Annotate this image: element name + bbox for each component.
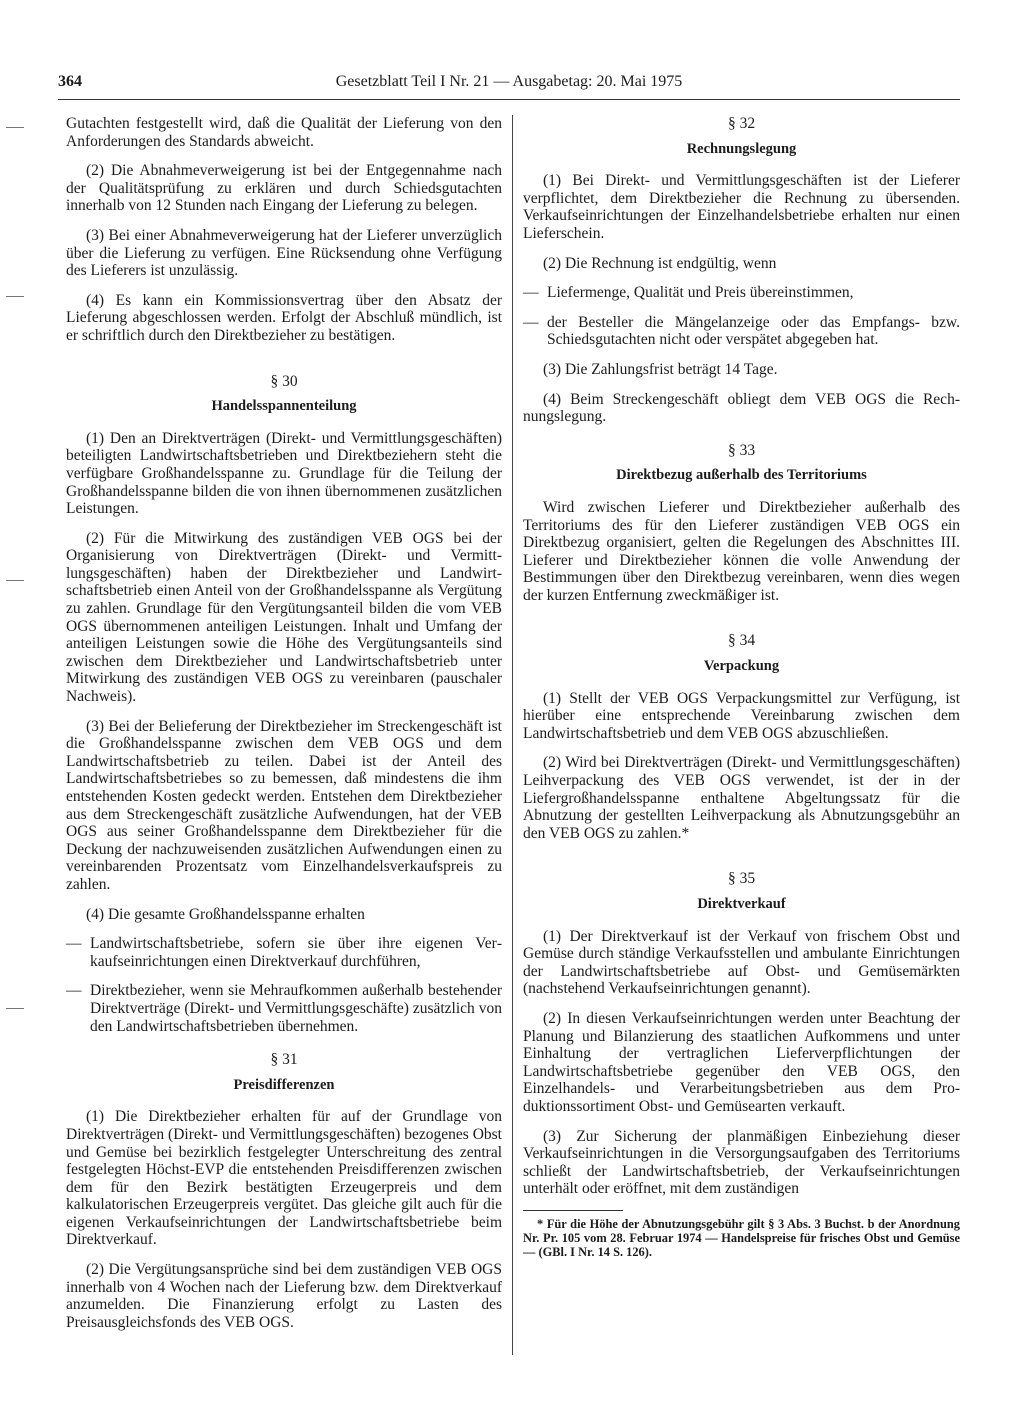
section-number-30: § 30 — [270, 372, 298, 390]
dash-symbol: — — [66, 935, 82, 953]
dash-symbol: — — [523, 313, 539, 331]
paragraph-34-1: (1) Stellt der VEB OGS Verpackungsmittel zur Verfügung, ist hierüber eine entsprechende Vereinbarung zwischen dem Landwirtschaftsbetrieb und dem VEB OGS abzuschließen. — [523, 689, 960, 742]
section-heading-33: Direktbezug außerhalb des Territoriums — [616, 467, 867, 484]
section-number-33: § 33 — [727, 441, 756, 459]
left-column — [66, 115, 502, 1343]
running-title: Gesetzblatt Teil I Nr. 21 — Ausgabetag: 20. Mai 1975 — [335, 73, 683, 90]
dash-item-text: der Besteller die Mängelanzeige oder das Empfangs- bzw. Schiedsgutachten nicht oder verspätet abgegeben hat. — [547, 313, 960, 349]
margin-mark — [6, 1008, 24, 1009]
section-heading-34: Verpackung — [703, 658, 780, 675]
section-heading-32: Rechnungslegung — [686, 140, 797, 157]
section-heading-31: Preisdifferenzen — [233, 1076, 335, 1093]
section-heading-35: Direktverkauf — [697, 896, 786, 912]
paragraph-35-3: (3) Zur Sicherung der planmäßigen Einbeziehung dieser Verkaufseinrichtungen in die Versorgungsaufgaben des Territoriums schließt der Landwirtschaftsbetrieb, der Verkaufseinrichtungen unterhält oder eröffnet, mit dem zuständigen — [523, 1127, 960, 1198]
paragraph-32-3: (3) Die Zahlungsfrist beträgt 14 Tage. — [543, 360, 778, 378]
page-number: 364 — [58, 73, 82, 90]
paragraph-30-2: (2) Für die Mitwirkung des zuständigen VEB OGS bei der Organisierung von Direktverträgen (Direkt- und Vermittlungsgeschäften) haben der Direktbezieher und Landwirtschaftsbetrieb einen Anteil von der Großhandelsspanne als Vergütung zu zahlen. Grundlage für den Vergütungsanteil bilden die vom VEB OGS übernommenen anteiligen Leistungen. Inhalt und Umfang der anteiligen Leistungen sowie die Höhe des Vergütungsanteils sind zwischen dem Direktbezieher und Landwirtschaftsbetrieb unter Mitwirkung des zuständigen VEB OGS zu vereinbaren (pauschaler Nachweis). — [66, 529, 502, 706]
paragraph-34-2: (2) Wird bei Direktverträgen (Direkt- und Vermittlungsgeschäften) Leihverpackung des VEB OGS verwendet, ist der in der Liefergroßhandelsspanne enthaltene Abgeltungssatz für die Abnutzung der gestellten Leihverpackung als Abnutzungsgebühr an den VEB OGS zu zahlen.* — [523, 754, 960, 842]
paragraph-30-4: (4) Die gesamte Großhandelsspanne erhalten — [86, 905, 365, 923]
section-number-34: § 34 — [727, 632, 756, 650]
margin-mark — [6, 580, 24, 581]
dash-item-text: Landwirtschaftsbetriebe, sofern sie über ihre eigenen Verkaufseinrichtungen einen Direktverkauf durchführen, — [90, 935, 502, 970]
page-header — [58, 73, 960, 100]
dash-list-item — [66, 982, 502, 1035]
dash-list-item — [523, 314, 960, 349]
paragraph-continued: Gutachten festgestellt wird, daß die Qualität der Lieferung von den Anforderungen des Standards abweicht. — [66, 115, 502, 150]
paragraph-29-3: (3) Bei einer Abnahmeverweigerung hat der Lieferer unverzüglich über die Lieferung zu verfügen. Eine Rücksendung ohne Verfügung des Lieferers ist unzulässig. — [66, 226, 502, 280]
margin-mark — [6, 296, 24, 297]
paragraph-33: Wird zwischen Lieferer und Direktbezieher außerhalb des Territoriums des für den Lieferer zuständigen VEB OGS ein Direktbezug organisiert, gelten die Regelungen des Abschnittes III. Lieferer und Direktbezieher können die volle Anwendung der Bestimmungen über den Direktbezug vereinbaren, wenn dies wegen der kurzen Entfernung zweckmäßiger ist. — [523, 498, 960, 604]
paragraph-31-2: (2) Die Vergütungsansprüche sind bei dem zuständigen VEB OGS innerhalb von 4 Wochen nach der Lieferung bzw. dem Direktverkauf anzumelden. Die Finanzierung erfolgt zu Lasten des Preisausgleichsfonds des VEB OGS. — [66, 1261, 502, 1331]
paragraph-31-1: (1) Die Direktbezieher erhalten für auf der Grundlage von Direktverträgen (Direkt- und Vermittlungsgeschäften) bezogenes Obst und Gemüse bei bezirklich festgelegter Unterschreitung des zentral festgelegten Höchst-EVP die entstehenden Preisdifferenzen zwischen dem für den Bezirk bestätigten Erzeugerpreis und dem kalkulatorischen Erzeugerpreis vergütet. Das gleiche gilt auch für die eigenen Verkaufseinrichtungen der Landwirtschaftsbetriebe beim Direktverkauf. — [66, 1108, 502, 1249]
paragraph-35-2: (2) In diesen Verkaufseinrichtungen werden unter Beachtung der Planung und Bilanzierung des staatlichen Aufkommens und unter Einhaltung der vertraglichen Lieferverpflichtungen der Landwirtschaftsbetriebe gegenüber den VEB OGS, den Einzelhandels- und Verarbeitungsbetrieben aus dem Produktionssortiment Obst- und Gemüsearten verkauft. — [523, 1009, 960, 1115]
margin-mark — [6, 127, 24, 128]
paragraph-30-1: (1) Den an Direktverträgen (Direkt- und Vermittlungsgeschäften) beteiligten Landwirtschaftsbetrieben und Direktbeziehern steht die verfügbare Großhandelsspanne zu. Grundlage für die Teilung der Großhandelsspanne bilden die von ihnen übernommenen zusätzlichen Leistungen. — [66, 429, 502, 518]
dash-symbol: — — [66, 982, 82, 1000]
footnote-rule — [523, 1210, 623, 1211]
section-heading-30: Handelsspannenteilung — [211, 398, 357, 415]
paragraph-32-2: (2) Die Rechnung ist endgültig, wenn — [543, 254, 777, 272]
paragraph-32-4: (4) Beim Streckengeschäft obliegt dem VEB OGS die Rechnungslegung. — [523, 390, 960, 426]
section-number-31: § 31 — [270, 1051, 298, 1069]
dash-symbol: — — [523, 284, 539, 302]
section-number-32: § 32 — [727, 115, 756, 132]
dash-item-text: Liefermenge, Qualität und Preis übereinstimmen, — [547, 284, 854, 302]
dash-list-item — [523, 284, 960, 302]
paragraph-35-1: (1) Der Direktverkauf ist der Verkauf von frischem Obst und Gemüse durch ständige Verkaufsstellen und ambulante Einrichtungen der Landwirtschaftsbetriebe auf Obst- und Gemüsemärkten (nachstehend Verkaufseinrichtungen genannt). — [523, 927, 960, 998]
section-number-35: § 35 — [727, 870, 756, 888]
dash-item-text: Direktbezieher, wenn sie Mehraufkommen außerhalb bestehender Direktverträge (Direkt- und Vermittlungsgeschäfte) zusätzlich von den Landwirtschaftsbetrieben übernehmen. — [90, 982, 502, 1035]
paragraph-30-3: (3) Bei der Belieferung der Direktbezieher im Streckengeschäft ist die Großhandelsspanne zwischen dem VEB OGS und dem Landwirtschaftsbetrieb zu teilen. Dabei ist der Anteil des Landwirtschaftsbetriebes so zu bemessen, daß mindestens die ihm entstehenden Kosten gedeckt werden. Entstehen dem Direktbezieher aus dem Streckengeschäft zusätzliche Aufwendungen, hat der VEB OGS aus seiner Großhandelsspanne dem Direktbezieher für die Deckung der nachzuweisenden zusätzlichen Aufwendungen einen zu vereinbarenden Prozentsatz vom Einzelhandelsverkaufspreis zu zahlen. — [66, 717, 502, 893]
column-divider — [512, 115, 513, 1355]
dash-list-item — [66, 935, 502, 970]
footnote: * Für die Höhe der Abnutzungsgebühr gilt § 3 Abs. 3 Buchst. b der Anordnung Nr. Pr. 105 vom 28. Februar 1974 — Handelspreise für frisches Obst und Gemüse — (GBl. I Nr. 14 S. 126). — [523, 1216, 960, 1259]
right-column — [523, 115, 960, 1259]
paragraph-32-1: (1) Bei Direkt- und Vermittlungsgeschäften ist der Lieferer verpflichtet, dem Direktbezieher die Rechnung zu übersenden. Verkaufseinrichtungen der Einzelhandelsbetriebe erhalten nur einen Lieferschein. — [523, 172, 960, 242]
paragraph-29-2: (2) Die Abnahmeverweigerung ist bei der Entgegennahme nach der Qualitätsprüfung zu erklären und durch Schiedsgutachten innerhalb von 12 Stunden nach Eingang der Lieferung zu belegen. — [66, 162, 502, 215]
paragraph-29-4: (4) Es kann ein Kommissionsvertrag über den Absatz der Lieferung abgeschlossen werden. Erfolgt der Abschluß mündlich, ist er schriftlich durch den Direktbezieher zu bestätigen. — [66, 291, 502, 344]
